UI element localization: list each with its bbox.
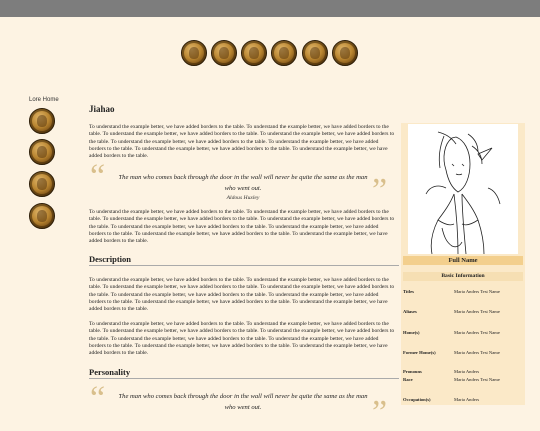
quote-author: Aldous Huxley: [226, 195, 260, 201]
lore-home-link[interactable]: Lore Home: [29, 97, 59, 103]
info-key: Former Home(s): [403, 350, 436, 355]
nav-coin-icon-6[interactable]: [332, 40, 358, 66]
page-title: Jiahao: [89, 104, 115, 114]
description-paragraph-1: To understand the example better, we have added borders to the table. To understand the example better, we have added borders to the table. To understand the example better, we have added borders to the table. To understand the example better, we have added borders to the table. To understand the example better, we have added borders to the table. To understand the example better, we have added borders to the table. To understand the example better, we have added borders to the table. To understand the example better, we have added borders to the table.: [89, 277, 395, 313]
basic-information-header: Basic Information: [403, 272, 523, 281]
close-quote-icon: ”: [372, 172, 388, 209]
nav-coin-icon-1[interactable]: [181, 40, 207, 66]
nav-coin-icon-4[interactable]: [271, 40, 297, 66]
info-key: Race: [403, 377, 413, 382]
description-paragraph-2: To understand the example better, we have added borders to the table. To understand the example better, we have added borders to the table. To understand the example better, we have added borders to the table. To understand the example better, we have added borders to the table. To understand the example better, we have added borders to the table. To understand the example better, we have added borders to the table. To understand the example better, we have added borders to the table. To understand the example better, we have added borders to the table.: [89, 321, 395, 357]
character-portrait-drawing: [408, 124, 518, 254]
info-key: Titles: [403, 289, 414, 294]
sidebar-coin-icon-3[interactable]: [29, 171, 55, 197]
quote-text: The man who comes back through the door in the wall will never be quite the same as the man who went out.: [118, 174, 368, 192]
sidebar-coin-icon-2[interactable]: [29, 139, 55, 165]
intro-paragraph: To understand the example better, we have added borders to the table. To understand the example better, we have added borders to the table. To understand the example better, we have added borders to the table. To understand the example better, we have added borders to the table. To understand the example better, we have added borders to the table. To understand the example better, we have added borders to the table. To understand the example better, we have added borders to the table. To understand the example better, we have added borders to the table.: [89, 124, 395, 160]
info-value: Maria Anders Test Name: [454, 289, 500, 294]
section-heading-personality: Personality: [89, 367, 131, 377]
info-key: Pronouns: [403, 369, 422, 374]
body-paragraph-1: To understand the example better, we have added borders to the table. To understand the example better, we have added borders to the table. To understand the example better, we have added borders to the table. To understand the example better, we have added borders to the table. To understand the example better, we have added borders to the table. To understand the example better, we have added borders to the table. To understand the example better, we have added borders to the table. To understand the example better, we have added borders to the table.: [89, 209, 395, 245]
info-value: Maria Anders Test Name: [454, 350, 500, 355]
browser-top-bar: [0, 0, 540, 17]
info-value: Maria Anders Test Name: [454, 309, 500, 314]
info-value: Maria Anders: [454, 397, 480, 402]
section-divider: [89, 265, 399, 266]
close-quote-icon: ”: [372, 394, 388, 431]
info-key: Occupation(s): [403, 397, 431, 402]
open-quote-icon: “: [90, 158, 106, 195]
nav-coin-icon-2[interactable]: [211, 40, 237, 66]
nav-coin-icon-3[interactable]: [241, 40, 267, 66]
quote-text: The man who comes back through the door in the wall will never be quite the same as the man who went out.: [118, 393, 368, 411]
info-key: Aliases: [403, 309, 417, 314]
character-portrait: [408, 124, 518, 254]
full-name-header: Full Name: [403, 256, 523, 265]
sidebar-coin-icon-1[interactable]: [29, 108, 55, 134]
nav-coin-icon-5[interactable]: [302, 40, 328, 66]
section-divider: [89, 378, 399, 379]
info-value: Maria Anders Test Name: [454, 330, 500, 335]
info-value: Maria Anders Test Name: [454, 377, 500, 382]
info-key: Home(s): [403, 330, 420, 335]
section-heading-description: Description: [89, 254, 132, 264]
info-value: Maria Anders: [454, 369, 480, 374]
sidebar-coin-icon-4[interactable]: [29, 203, 55, 229]
open-quote-icon: “: [90, 380, 106, 417]
